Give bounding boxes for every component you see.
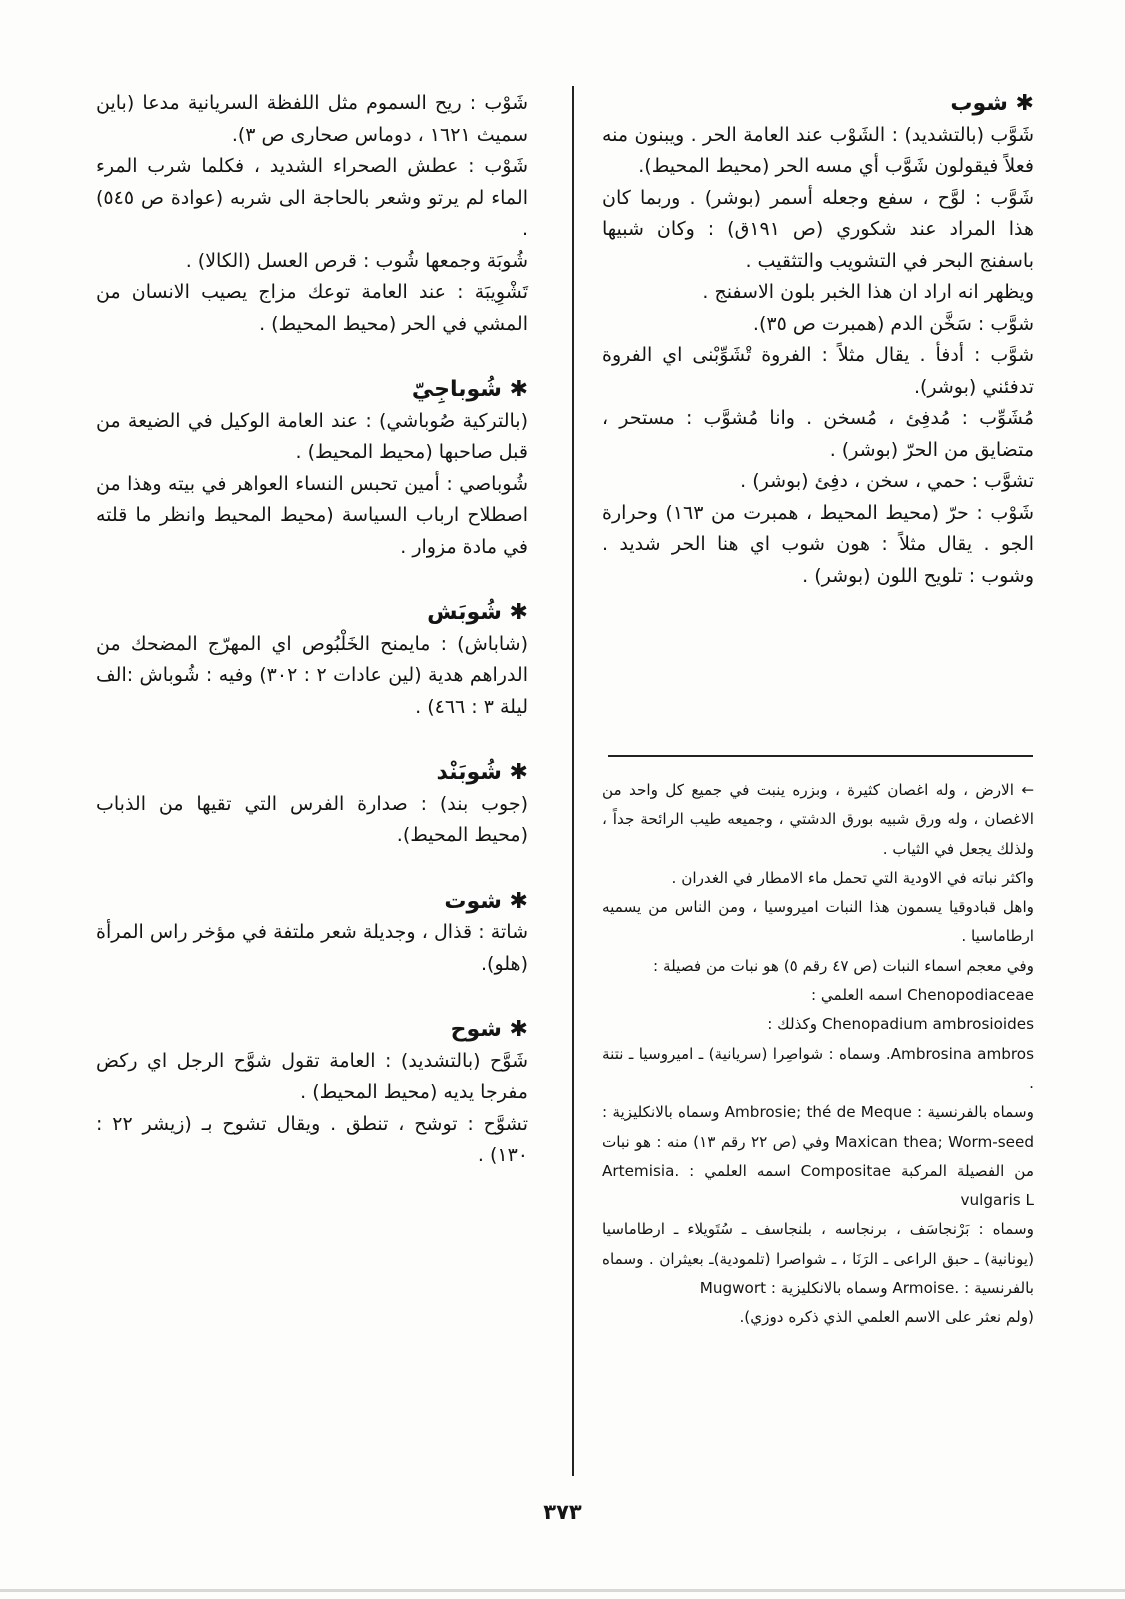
- footnote-paragraph: (ولم نعثر على الاسم العلمي الذي ذكره دوزي).: [739, 1308, 1034, 1327]
- footnote: [602, 776, 1034, 1333]
- footnote-paragraph: وفي معجم اسماء النبات (ص ٤٧ رقم ٥) هو نبات من فصيلة :: [653, 956, 1034, 975]
- right-column: [602, 88, 1034, 592]
- footnote-paragraph: واهل قبادوقيا يسمون هذا النبات اميروسيا ، ومن الناس من يسميه ارطاماسيا .: [602, 898, 1034, 946]
- entry-heading-shawb: ✱ شوب: [950, 91, 1034, 116]
- entry-heading-shubaji: ✱ شُوباجِيّ: [411, 377, 528, 402]
- paragraph: شُوبَة وجمعها شُوب : قرص العسل (الكالا) .: [185, 249, 528, 272]
- left-column: [96, 88, 528, 1172]
- paragraph: شُوباصي : أمين تحبس النساء العواهر في بيته وهذا من اصطلاح ارباب السياسة (محيط المحيط وانظر ما قلته في مادة مزوار .: [96, 472, 528, 558]
- paragraph: شَوْب : عطش الصحراء الشديد ، فكلما شرب المرء الماء لم يرتو وشعر بالحاجة الى شربه (عوادة ص ٥٤٥) .: [96, 155, 528, 240]
- entry-heading-shawt: ✱ شوت: [444, 888, 528, 914]
- paragraph: شوَّب : سَخَّن الدم (همبرت ص ٣٥).: [752, 312, 1034, 335]
- paragraph: مُشَوِّب : مُدفِئ ، مُسخن . وانا مُشوَّب : مستحر ، متضايق من الحرّ (بوشر) .: [602, 407, 1034, 461]
- column-divider: [572, 86, 574, 1476]
- paragraph: شَوَّح (بالتشديد) : العامة تقول شوَّح الرجل اي ركض مفرجا يديه (محيط المحيط) .: [96, 1049, 528, 1103]
- paragraph: شَوْب : ريح السموم مثل اللفظة السريانية مدعا (باين سميث ١٦٢١ ، دوماس صحارى ص ٣).: [96, 92, 528, 146]
- paragraph: (بالتركية صُوباشي) : عند العامة الوكيل في الضيعة من قبل صاحبها (محيط المحيط) .: [96, 409, 528, 463]
- footnote-paragraph: وسماه : بَرْنجاسَف ، برنجاسه ، بلنجاسف ـ سُتَويلاء ـ ارطاماسيا (يونانية) ـ حبق الراعى ـ الرَنَا ، ـ شواصرا (تلمودية)ـ بعيثران . وسماه بالفرنسية : .Armoise وسماه بالانكليزية : Mugwort: [602, 1220, 1034, 1298]
- paragraph: شَوَّب (بالتشديد) : الشَوْب عند العامة الحر . ويبنون منه فعلاً فيقولون شَوَّب أي مسه الحر (محيط المحيط).: [602, 123, 1034, 177]
- footnote-paragraph: ← الارض ، وله اغصان كثيرة ، وبزره ينبت في جميع كل واحد من الاغصان ، وله ورق شبيه بورق الدشتي ، وجميعه طيب الرائحة جداً ، ولذلك يجعل في الثياب .: [602, 781, 1034, 858]
- footnote-divider: [608, 755, 1033, 757]
- footnote-paragraph: وسماه بالفرنسية : Ambrosie; thé de Meque وسماه بالانكليزية : Maxican thea; Worm-seed وفي (ص ٢٢ رقم ١٣) منه : هو نبات من الفصيلة المركبة Compositae اسمه العلمي : .Artemisia vulgaris L: [602, 1103, 1034, 1210]
- bottom-edge-rule: [0, 1589, 1125, 1592]
- footnote-paragraph: واكثر نباته في الاودية التي تحمل ماء الامطار في الغدران .: [671, 868, 1034, 887]
- paragraph: شَوْب : حرّ (محيط المحيط ، همبرت من ١٦٣) وحرارة الجو . يقال مثلاً : هون شوب اي هنا الحر شديد . وشوب : تلويح اللون (بوشر) .: [602, 501, 1034, 587]
- footnote-paragraph: Ambrosina ambros. وسماه : شواصِرا (سريانية) ـ اميروسيا ـ نتنة .: [602, 1044, 1035, 1092]
- paragraph: تشوَّب : حمي ، سخن ، دفِئ (بوشر) .: [740, 470, 1034, 492]
- paragraph: ويظهر انه اراد ان هذا الخبر بلون الاسفنج .: [702, 281, 1034, 303]
- paragraph: (جوب بند) : صدارة الفرس التي تقيها من الذباب (محيط المحيط).: [96, 792, 528, 846]
- paragraph: (شاباش) : مايمنح الخَلْبُوص اي المهرّج المضحك من الدراهم هدية (لين عادات ٢ : ٣٠٢) وفيه : شُوباش :الف ليلة ٣ : ٤٦٦) .: [96, 632, 528, 718]
- entry-heading-shubash: ✱ شُوبَش: [427, 600, 528, 625]
- page-number: ٣٧٣: [543, 1500, 582, 1524]
- entry-heading-shuband: ✱ شُوبَنْد: [436, 760, 528, 785]
- paragraph: شاتة : قذال ، وجديلة شعر ملتفة في مؤخر راس المرأة (هلو).: [96, 921, 528, 975]
- paragraph: تشوَّح : توشح ، تنطق . ويقال تشوح بـ (زيشر ٢٢ : ١٣٠) .: [96, 1112, 528, 1166]
- footnote-paragraph: Chenopadium ambrosioides وكذلك :: [767, 1015, 1034, 1034]
- footnote-paragraph: Chenopodiaceae اسمه العلمي :: [810, 986, 1034, 1005]
- paragraph: شوَّب : أدفأ . يقال مثلاً : الفروة تْشَوِّبْنى اي الفروة تدفئني (بوشر).: [602, 344, 1034, 398]
- entry-heading-shawh: ✱ شوح: [450, 1017, 528, 1042]
- paragraph: شَوَّب : لوَّح ، سفع وجعله أسمر (بوشر) . وربما كان هذا المراد عند شكوري (ص ١٩١ق) : وكان شبيها باسفنج البحر في التشويب والتثقيب .: [602, 186, 1034, 272]
- paragraph: تَشْوِيبَة : عند العامة توعك مزاج يصيب الانسان من المشي في الحر (محيط المحيط) .: [96, 281, 528, 335]
